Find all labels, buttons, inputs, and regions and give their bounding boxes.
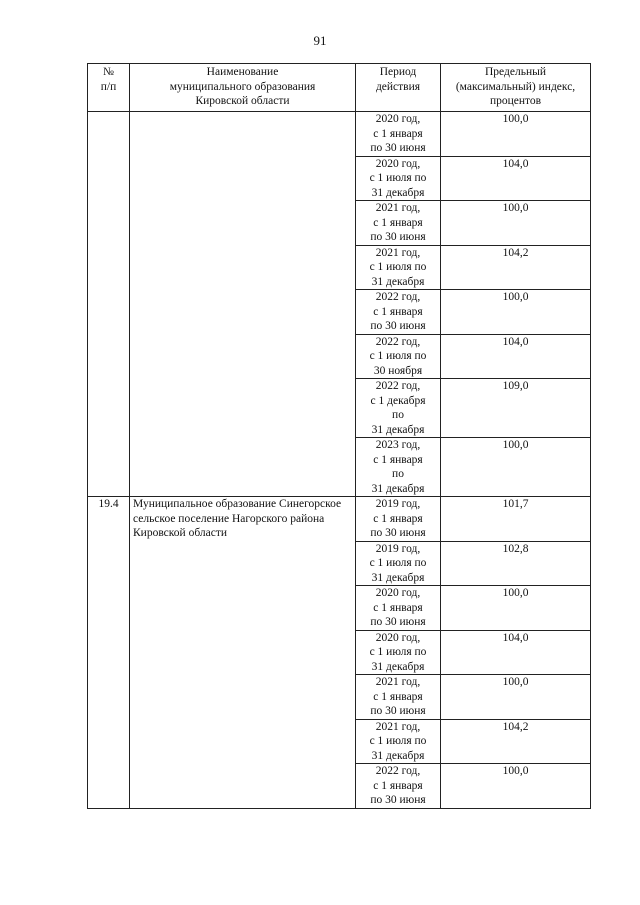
period-cell: 2020 год, с 1 января по 30 июня — [356, 586, 441, 631]
period-cell: 2022 год, с 1 января по 30 июня — [356, 764, 441, 809]
period-cell: 2020 год, с 1 июля по 31 декабря — [356, 630, 441, 675]
header-period: Период действия — [356, 64, 441, 112]
period-cell: 2019 год, с 1 июля по 31 декабря — [356, 541, 441, 586]
tariff-index-table — [87, 63, 591, 809]
index-cell: 101,7 — [441, 497, 591, 542]
period-cell: 2019 год, с 1 января по 30 июня — [356, 497, 441, 542]
index-cell: 104,0 — [441, 630, 591, 675]
index-cell: 100,0 — [441, 764, 591, 809]
table-header-row — [88, 64, 591, 112]
row-number-cell: 19.4 — [88, 497, 130, 809]
period-cell: 2022 год, с 1 января по 30 июня — [356, 290, 441, 335]
period-cell: 2022 год, с 1 июля по 30 ноября — [356, 334, 441, 379]
municipality-name-cell — [130, 112, 356, 497]
index-cell: 109,0 — [441, 379, 591, 438]
header-index: Предельный (максимальный) индекс, процентов — [441, 64, 591, 112]
index-cell: 104,0 — [441, 334, 591, 379]
table-body — [88, 112, 591, 809]
index-cell: 100,0 — [441, 438, 591, 497]
period-cell: 2022 год, с 1 декабря по 31 декабря — [356, 379, 441, 438]
index-cell: 100,0 — [441, 586, 591, 631]
period-cell: 2020 год, с 1 июля по 31 декабря — [356, 156, 441, 201]
municipality-name-cell: Муниципальное образование Синегорское сельское поселение Нагорского района Кировской области — [130, 497, 356, 809]
period-cell: 2023 год, с 1 января по 31 декабря — [356, 438, 441, 497]
index-cell: 104,2 — [441, 245, 591, 290]
index-cell: 100,0 — [441, 201, 591, 246]
index-cell: 102,8 — [441, 541, 591, 586]
period-cell: 2020 год, с 1 января по 30 июня — [356, 112, 441, 157]
index-cell: 100,0 — [441, 290, 591, 335]
period-cell: 2021 год, с 1 января по 30 июня — [356, 201, 441, 246]
period-cell: 2021 год, с 1 июля по 31 декабря — [356, 719, 441, 764]
row-number-cell — [88, 112, 130, 497]
table-row — [88, 112, 591, 157]
index-cell: 104,0 — [441, 156, 591, 201]
period-cell: 2021 год, с 1 января по 30 июня — [356, 675, 441, 720]
index-cell: 100,0 — [441, 675, 591, 720]
header-num: № п/п — [88, 64, 130, 112]
header-name: Наименование муниципального образования Кировской области — [130, 64, 356, 112]
index-cell: 104,2 — [441, 719, 591, 764]
page-number: 91 — [313, 33, 327, 48]
period-cell: 2021 год, с 1 июля по 31 декабря — [356, 245, 441, 290]
index-cell: 100,0 — [441, 112, 591, 157]
table-row — [88, 497, 591, 542]
